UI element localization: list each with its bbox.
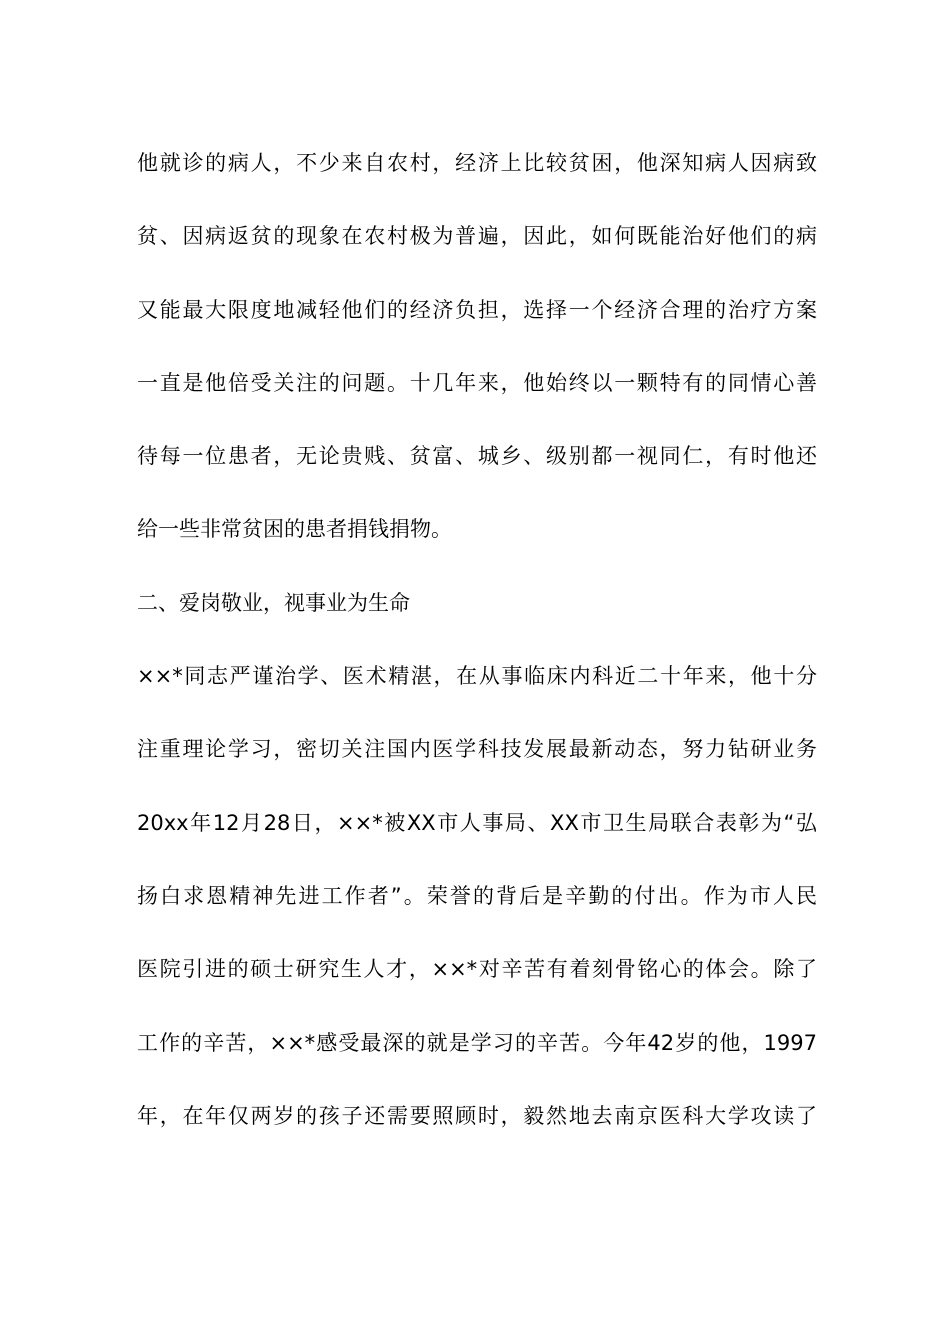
paragraph-line-10: 20xx年12月28日，××*被XX市人事局、XX市卫生局联合表彰为“弘: [137, 810, 817, 835]
paragraph-line-1: 他就诊的病人，不少来自农村，经济上比较贫困，他深知病人因病致: [137, 151, 817, 175]
paragraph-line-9: 注重理论学习，密切关注国内医学科技发展最新动态，努力钻研业务: [137, 737, 817, 762]
paragraph-line-8: ××*同志严谨治学、医术精湛，在从事临床内科近二十年来，他十分: [137, 664, 817, 689]
paragraph-line-13: 工作的辛苦，××*感受最深的就是学习的辛苦。今年42岁的他，1997: [137, 1030, 817, 1055]
paragraph-line-2: 贫、因病返贫的现象在农村极为普遍，因此，如何既能治好他们的病: [137, 224, 817, 249]
section-heading: 二、爱岗敬业，视事业为生命: [137, 590, 410, 615]
paragraph-line-5: 待每一位患者，无论贵贱、贫富、城乡、级别都一视同仁，有时他还: [137, 444, 817, 469]
paragraph-line-12: 医院引进的硕士研究生人才，××*对辛苦有着刻骨铭心的体会。除了: [137, 957, 817, 982]
paragraph-line-3: 又能最大限度地减轻他们的经济负担，选择一个经济合理的治疗方案: [137, 297, 817, 322]
paragraph-line-14: 年，在年仅两岁的孩子还需要照顾时，毅然地去南京医科大学攻读了: [137, 1103, 817, 1128]
document-body: [137, 136, 817, 1162]
paragraph-line-4: 一直是他倍受关注的问题。十几年来，他始终以一颗特有的同情心善: [137, 370, 817, 395]
paragraph-line-6: 给一些非常贫困的患者捐钱捐物。: [137, 517, 452, 542]
paragraph-line-11: 扬白求恩精神先进工作者”。荣誉的背后是辛勤的付出。作为市人民: [137, 883, 817, 908]
